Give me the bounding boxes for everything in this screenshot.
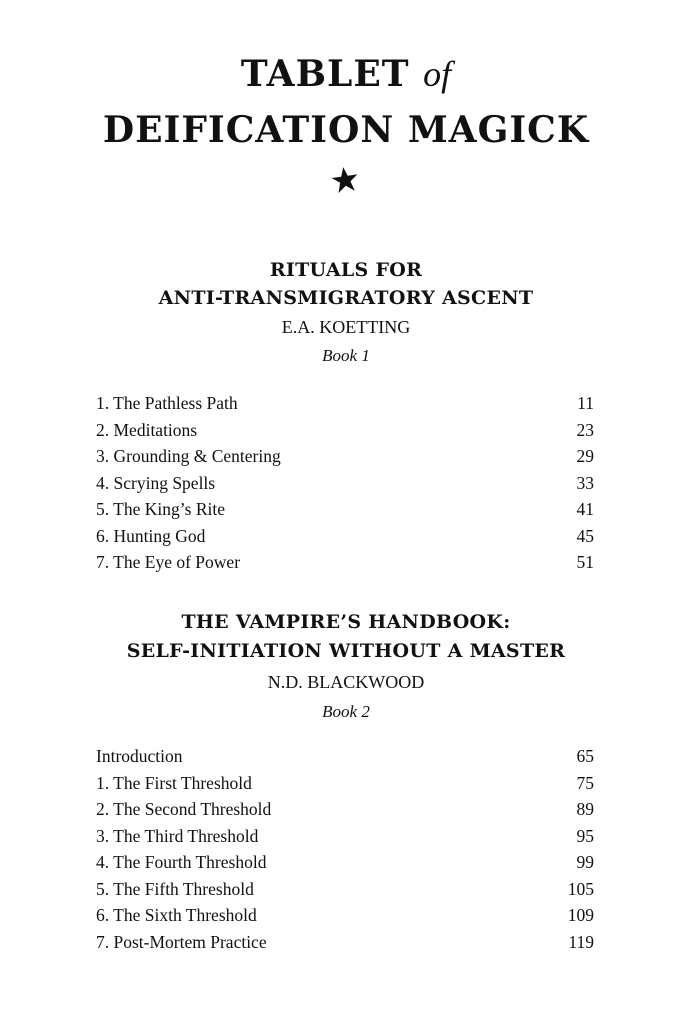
page-title-line1 bbox=[0, 53, 692, 95]
toc-entry bbox=[96, 876, 594, 903]
toc-entry-title: 2. The Second Threshold bbox=[96, 799, 272, 819]
toc-entry-page: 23 bbox=[576, 419, 594, 440]
toc-entry-page: 33 bbox=[576, 472, 594, 493]
toc-entry-title: 3. Grounding & Centering bbox=[96, 446, 281, 466]
book1-label: Book 1 bbox=[322, 346, 370, 365]
toc-entry-page: 45 bbox=[576, 525, 594, 546]
toc-entry-page: 89 bbox=[576, 799, 594, 819]
toc-entry-page: 11 bbox=[577, 393, 594, 413]
toc-entry bbox=[96, 443, 594, 470]
toc-entry-page: 51 bbox=[576, 552, 594, 572]
book2-heading-line1: THE VAMPIRE’S HANDBOOK: bbox=[181, 611, 511, 633]
toc-entry-title: Introduction bbox=[96, 746, 183, 766]
toc-entry-title: 2. Meditations bbox=[96, 419, 198, 440]
toc-entry-page: 95 bbox=[576, 825, 594, 846]
toc-entry bbox=[96, 549, 594, 576]
toc-entry bbox=[96, 770, 594, 797]
toc-entry bbox=[96, 390, 594, 417]
toc-entry-title: 7. Post-Mortem Practice bbox=[96, 931, 267, 952]
toc-entry-title: 4. Scrying Spells bbox=[96, 472, 216, 493]
book1-heading-line2: ANTI-TRANSMIGRATORY ASCENT bbox=[158, 287, 534, 309]
title-word-of: of bbox=[423, 54, 452, 94]
toc-entry-page: 119 bbox=[568, 931, 594, 952]
toc-entry bbox=[96, 743, 594, 770]
toc-entry-page: 29 bbox=[576, 446, 594, 466]
toc-entry-page: 75 bbox=[576, 772, 594, 793]
toc-entry bbox=[96, 496, 594, 523]
book2-toc bbox=[96, 743, 594, 955]
toc-entry bbox=[96, 823, 594, 850]
toc-entry-title: 3. The Third Threshold bbox=[96, 825, 259, 846]
toc-entry bbox=[96, 849, 594, 876]
star-icon bbox=[331, 166, 359, 194]
title-word-tablet: TABLET bbox=[240, 53, 410, 95]
toc-entry bbox=[96, 417, 594, 444]
toc-entry-page: 99 bbox=[576, 852, 594, 872]
toc-entry bbox=[96, 929, 594, 956]
toc-entry-title: 6. Hunting God bbox=[96, 525, 206, 546]
book2-heading-line2: SELF-INITIATION WITHOUT A MASTER bbox=[126, 640, 566, 662]
toc-entry-page: 65 bbox=[576, 746, 594, 766]
toc-entry-title: 6. The Sixth Threshold bbox=[96, 905, 257, 925]
toc-entry bbox=[96, 523, 594, 550]
toc-entry bbox=[96, 902, 594, 929]
book1-heading-line1: RITUALS FOR bbox=[269, 259, 423, 281]
toc-entry-page: 109 bbox=[567, 905, 594, 925]
page-title-line2: DEIFICATION MAGICK bbox=[102, 109, 590, 151]
toc-entry-page: 41 bbox=[576, 499, 594, 519]
toc-entry bbox=[96, 470, 594, 497]
toc-entry-title: 5. The Fifth Threshold bbox=[96, 878, 254, 899]
book2-label: Book 2 bbox=[322, 702, 370, 721]
toc-entry-page: 105 bbox=[567, 878, 594, 899]
book1-author: E.A. KOETTING bbox=[281, 317, 411, 337]
toc-entry-title: 5. The King’s Rite bbox=[96, 499, 225, 519]
toc-entry-title: 7. The Eye of Power bbox=[96, 552, 241, 572]
toc-entry bbox=[96, 796, 594, 823]
toc-entry-title: 4. The Fourth Threshold bbox=[96, 852, 267, 872]
toc-entry-title: 1. The First Threshold bbox=[96, 772, 252, 793]
book1-toc bbox=[96, 390, 594, 576]
toc-entry-title: 1. The Pathless Path bbox=[96, 393, 238, 413]
book2-author: N.D. BLACKWOOD bbox=[267, 672, 425, 692]
